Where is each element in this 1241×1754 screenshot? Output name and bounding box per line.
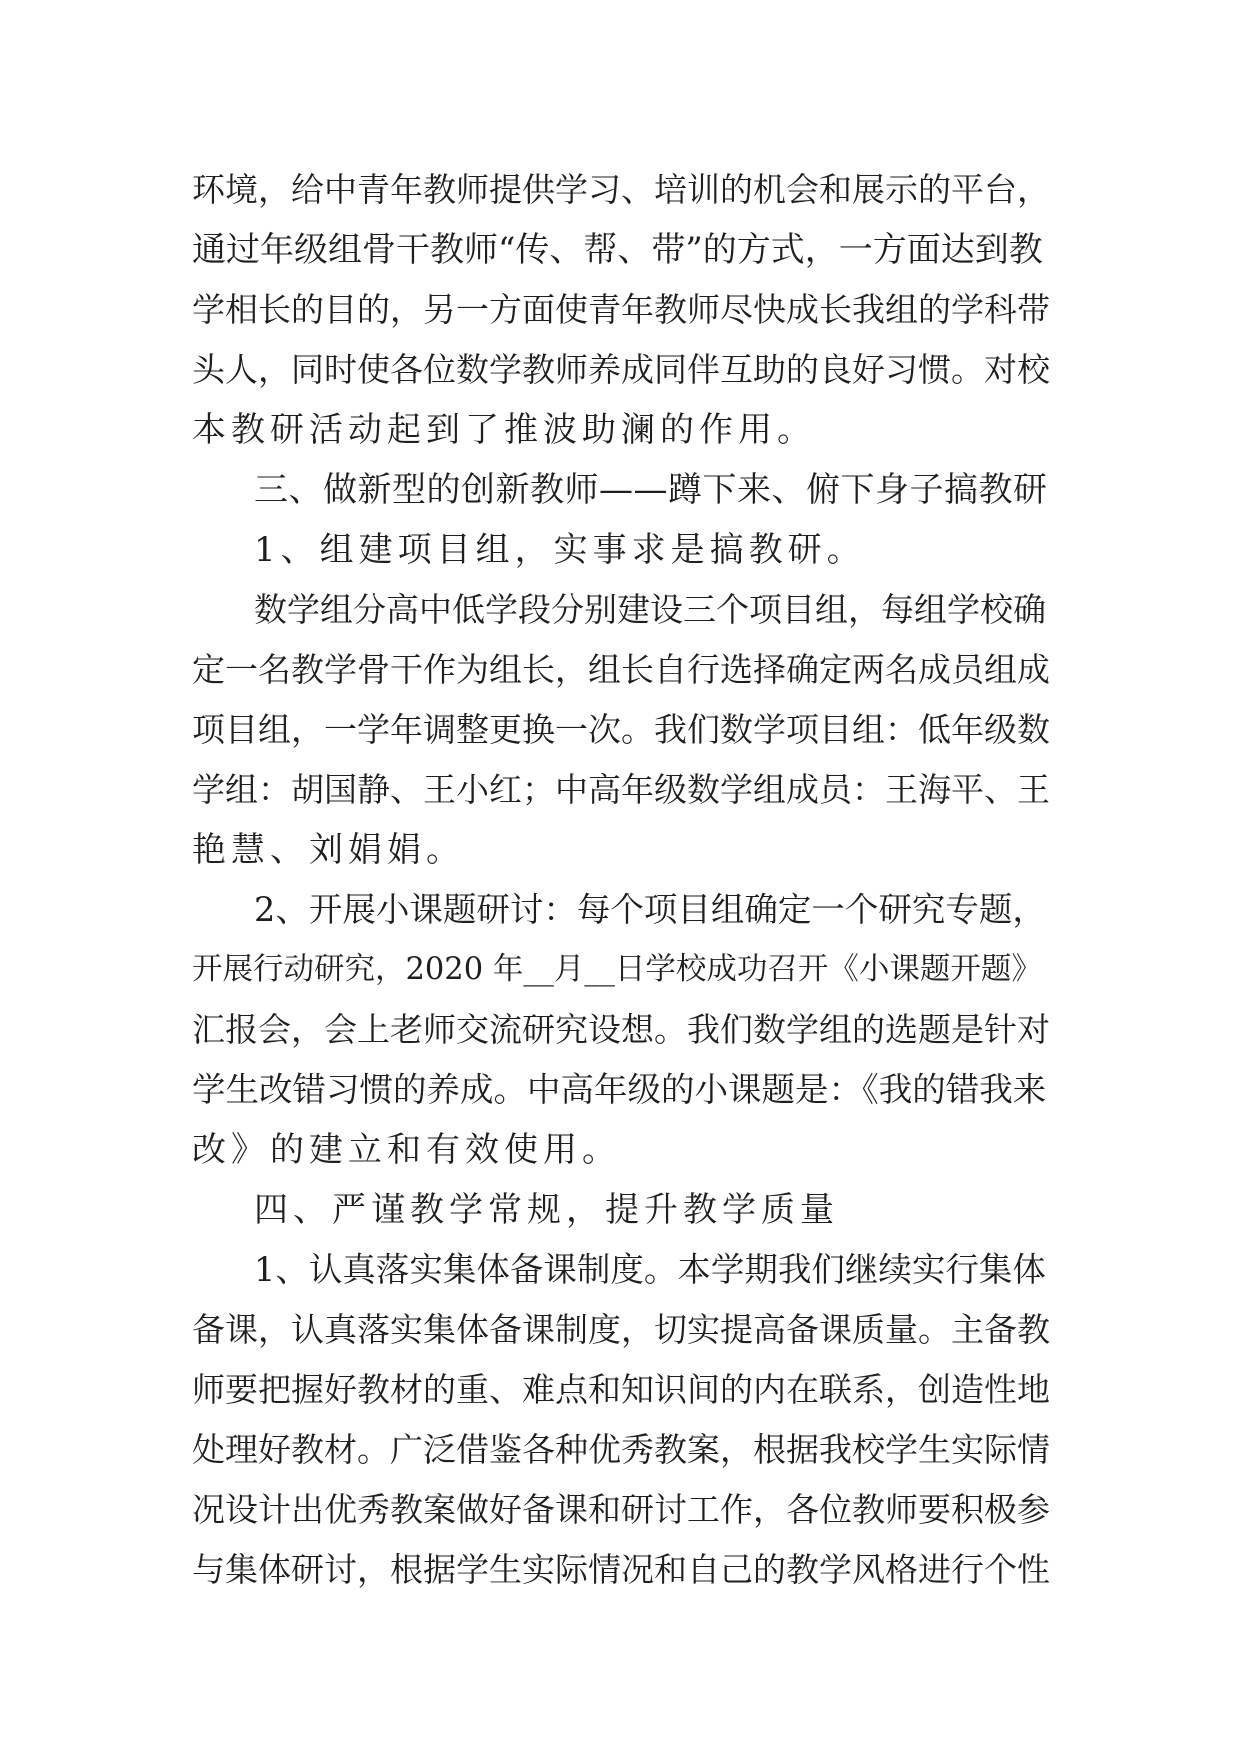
text-line: 环境，给中青年教师提供学习、培训的机会和展示的平台， (192, 170, 1050, 209)
text-line: 师要把握好教材的重、难点和知识间的内在联系，创造性地 (192, 1370, 1050, 1409)
text-line: 与集体研讨，根据学生实际情况和自己的教学风格进行个性 (192, 1550, 1050, 1589)
text-line: 学相长的目的，另一方面使青年教师尽快成长我组的学科带 (192, 290, 1050, 329)
text-line: 汇报会，会上老师交流研究设想。我们数学组的选题是针对 (192, 1010, 1050, 1049)
section-heading: 四、严谨教学常规，提升教学质量 (254, 1190, 839, 1230)
text-line: 本教研活动起到了推波助澜的作用。 (192, 410, 816, 450)
text-line: 1、认真落实集体备课制度。本学期我们继续实行集体 (254, 1250, 1046, 1289)
text-line: 学生改错习惯的养成。中高年级的小课题是：《我的错我来 (192, 1070, 1047, 1109)
text-line: 项目组，一学年调整更换一次。我们数学项目组：低年级数 (192, 710, 1050, 749)
document-body (192, 160, 1052, 1600)
text-line: 况设计出优秀教案做好备课和研讨工作，各位教师要积极参 (192, 1490, 1050, 1529)
text-line: 头人，同时使各位数学教师养成同伴互助的良好习惯。对校 (192, 350, 1050, 389)
text-line: 改》的建立和有效使用。 (192, 1130, 621, 1170)
subsection-heading: 1、组建项目组，实事求是搞教研。 (254, 530, 866, 570)
text-line: 通过年级组骨干教师“传、帮、带”的方式，一方面达到教 (192, 230, 1043, 270)
text-line: 处理好教材。广泛借鉴各种优秀教案，根据我校学生实际情 (192, 1430, 1050, 1469)
section-heading: 三、做新型的创新教师——蹲下来、俯下身子搞教研 (254, 470, 1048, 510)
text-line: 定一名教学骨干作为组长，组长自行选择确定两名成员组成 (192, 650, 1050, 689)
text-line: 备课，认真落实集体备课制度，切实提高备课质量。主备教 (192, 1310, 1050, 1349)
text-line: 开展行动研究，2020 年__月__日学校成功召开《小课题开题》 (192, 952, 1042, 987)
text-line: 2、开展小课题研讨：每个项目组确定一个研究专题， (254, 890, 1046, 929)
text-line: 数学组分高中低学段分别建设三个项目组，每组学校确 (254, 590, 1046, 629)
text-line: 艳慧、刘娟娟。 (192, 830, 465, 870)
text-line: 学组：胡国静、王小红；中高年级数学组成员：王海平、王 (192, 770, 1050, 809)
